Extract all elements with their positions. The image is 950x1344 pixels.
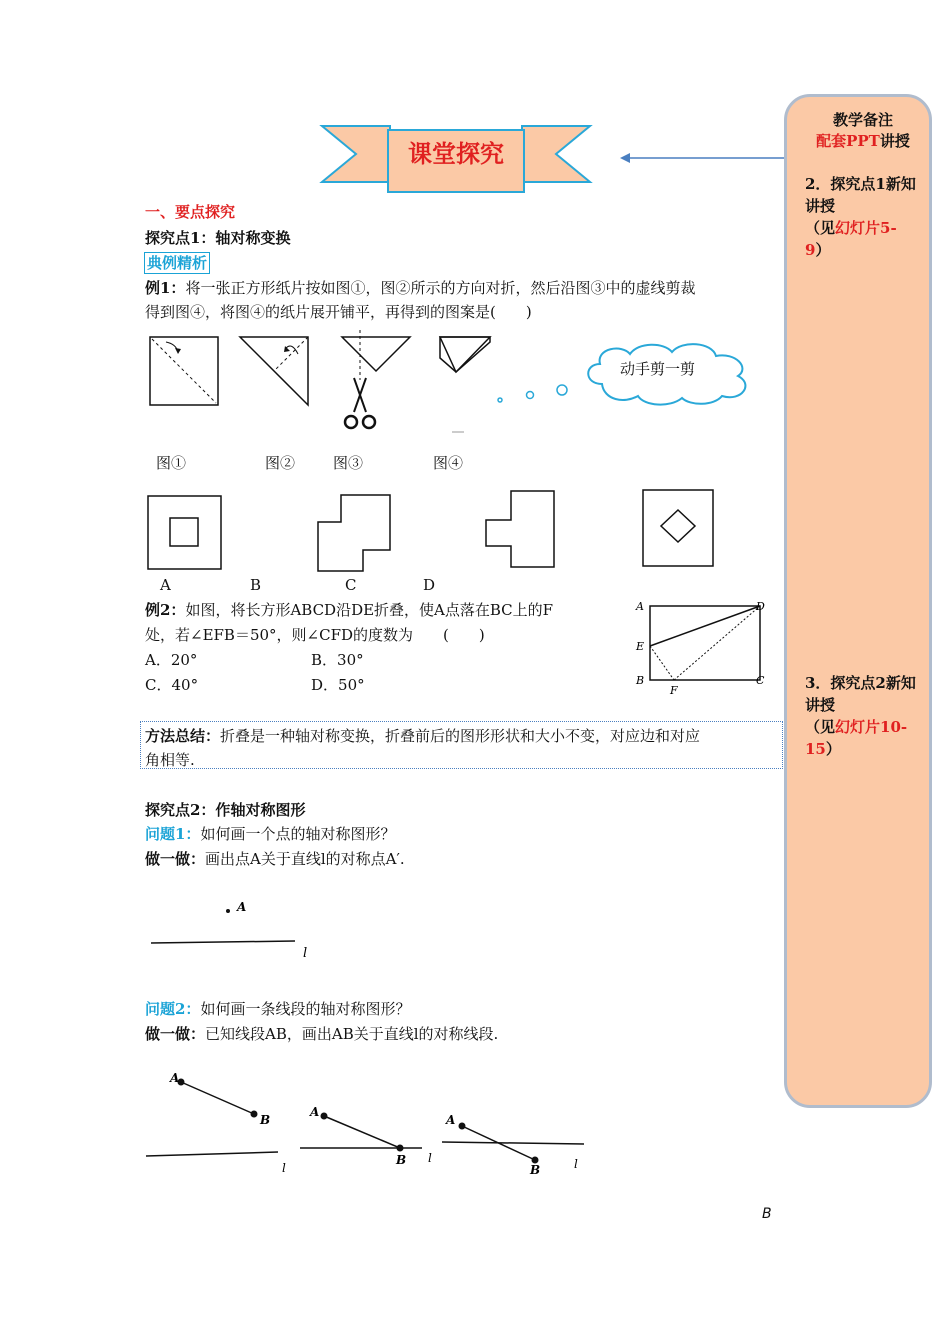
q2-label: 问题2：: [145, 1000, 201, 1018]
fig4-label: 图④: [433, 454, 464, 472]
note2-close: ）: [815, 241, 831, 259]
fold-line-de: [650, 606, 760, 646]
pt-a: A: [636, 600, 644, 613]
arrow-icon: [618, 150, 788, 166]
case1-a: A: [170, 1071, 180, 1085]
fig1-diagonal: [152, 339, 216, 403]
sidebar-ppt-note: [805, 130, 921, 152]
example2-opt-b: B．30°: [311, 651, 364, 669]
option-d-label: D: [423, 576, 436, 594]
option-a-label: A: [160, 576, 171, 594]
example2-opt-d: D．50°: [311, 676, 365, 694]
note2-text: 2．探究点1新知讲授: [805, 175, 916, 215]
section1-heading: 一、要点探究: [145, 203, 236, 221]
question2: [145, 997, 410, 1021]
teaching-notes-sidebar: [784, 94, 932, 1108]
case2-b: B: [396, 1153, 407, 1167]
point-a-label: A: [237, 900, 247, 914]
note3-slides-link[interactable]: 幻灯片10-15: [805, 718, 908, 758]
case3-l: l: [574, 1157, 578, 1171]
point1-heading: 探究点1：轴对称变换: [145, 229, 291, 247]
case3-a: A: [446, 1113, 456, 1127]
example1-line2: 得到图④，将图④的纸片展开铺平，再得到的图案是( ): [145, 303, 532, 321]
option-b-shape: [318, 495, 390, 571]
pt-b: B: [636, 674, 645, 687]
example1-text1: 将一张正方形纸片按如图①，图②所示的方向对折，然后沿图③中的虚线剪裁: [185, 279, 696, 297]
option-d-outer: [643, 490, 713, 566]
line-ef: [650, 646, 674, 680]
answer-figures: [140, 484, 730, 576]
line-l: [151, 941, 295, 943]
do1-text: 画出点A关于直线l的对称点A′.: [205, 850, 405, 868]
footer-mark: B: [762, 1206, 772, 1222]
example2-label: 例2：: [145, 601, 186, 619]
case1-l: l: [282, 1161, 286, 1175]
line-l-label: l: [303, 946, 308, 961]
example2-line2: 处，若∠EFB＝50°，则∠CFD的度数为 ( ): [145, 626, 485, 644]
folding-figures: [140, 330, 600, 440]
example-tag: 典例精析: [144, 252, 210, 274]
fig3-label: 图③: [333, 454, 364, 472]
point-reflection-figure: [145, 895, 325, 965]
question1: [145, 822, 395, 846]
example1-line1: [145, 276, 695, 300]
fig3-triangle: [342, 337, 410, 371]
q2-text: 如何画一条线段的轴对称图形？: [200, 1000, 411, 1018]
method-line2: 角相等.: [145, 751, 195, 769]
pt-c: C: [756, 674, 765, 687]
segment-reflection-figures: [140, 1064, 590, 1180]
point2-heading: 探究点2：作轴对称图形: [145, 801, 306, 819]
pt-f: F: [670, 684, 678, 697]
method-text1: 折叠是一种轴对称变换，折叠前后的图形形状和大小不变，对应边和对应: [220, 727, 701, 745]
line-fd: [674, 606, 760, 680]
fig1-fold-arrow: [166, 342, 178, 352]
option-c-label: C: [345, 576, 357, 594]
sidebar-note-2: [805, 173, 921, 261]
example1-label: 例1：: [145, 279, 186, 297]
do1: [145, 847, 405, 871]
example2-text1: 如图，将长方形ABCD沿DE折叠，使A点落在BC上的F: [185, 601, 554, 619]
note3-close: ）: [825, 740, 841, 758]
option-c-shape: [486, 491, 554, 567]
note2-open: （见: [805, 219, 836, 237]
fig2-label: 图②: [265, 454, 296, 472]
note3-open: （见: [805, 718, 836, 736]
method-line1: [145, 724, 700, 748]
option-b-label: B: [250, 576, 262, 594]
case1-b: B: [260, 1113, 271, 1127]
cloud-text: 动手剪一剪: [620, 360, 696, 378]
option-a-outer: [148, 496, 221, 569]
example2-opt-a: A．20°: [145, 651, 198, 669]
banner-title: 课堂探究: [408, 140, 504, 168]
ppt-label: 配套PPT: [816, 132, 880, 150]
sidebar-note-3: [805, 672, 921, 760]
example2-line1: [145, 598, 553, 622]
ppt-suffix: 讲授: [879, 132, 910, 150]
example2-opt-c: C．40°: [145, 676, 199, 694]
q1-text: 如何画一个点的轴对称图形？: [200, 825, 396, 843]
do1-label: 做一做：: [145, 850, 206, 868]
pt-d: D: [756, 600, 765, 613]
method-label: 方法总结：: [145, 727, 221, 745]
sidebar-title: 教学备注: [832, 111, 893, 129]
case2-l: l: [428, 1151, 432, 1165]
q1-label: 问题1：: [145, 825, 201, 843]
case2-a: A: [310, 1105, 320, 1119]
pt-e: E: [636, 640, 645, 653]
fig1-label: 图①: [156, 454, 187, 472]
note3-text: 3．探究点2新知讲授: [805, 674, 916, 714]
rectangle-fold-figure: [632, 596, 772, 700]
case3-b: B: [530, 1163, 541, 1177]
option-d-diamond: [661, 510, 695, 542]
option-a-inner: [170, 518, 198, 546]
point-a: [226, 909, 230, 913]
scissors-icon: [345, 378, 375, 428]
note2-slides-link[interactable]: 幻灯片5-9: [805, 219, 897, 259]
do2-label: 做一做：: [145, 1025, 206, 1043]
do2: [145, 1022, 498, 1046]
do2-text: 已知线段AB，画出AB关于直线l的对称线段.: [205, 1025, 499, 1043]
